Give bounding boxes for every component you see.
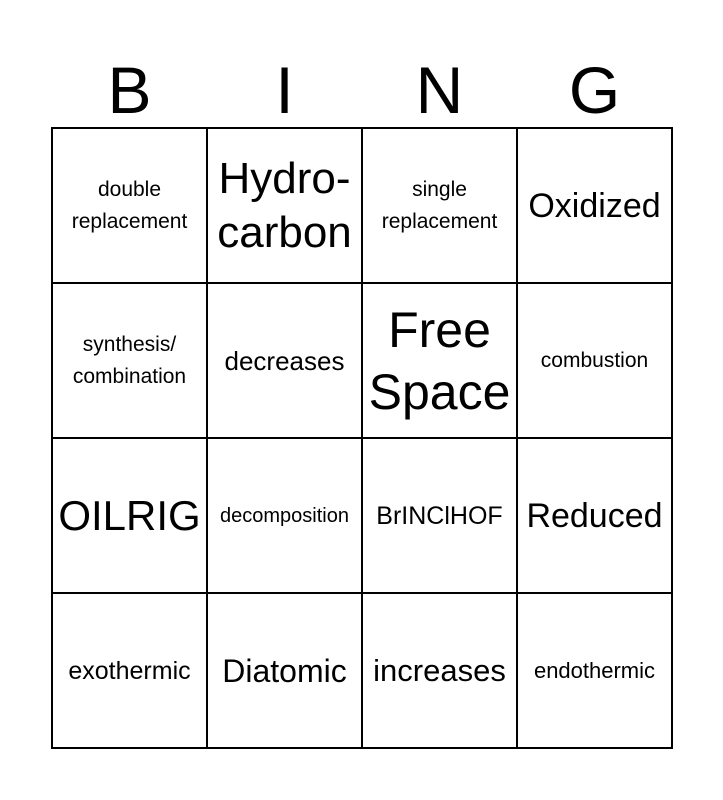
bingo-cell-r1c1[interactable] bbox=[53, 129, 208, 284]
header-letter-b: B bbox=[107, 53, 152, 127]
header-letter-g: G bbox=[568, 53, 621, 127]
cell-label: Free Space bbox=[368, 301, 511, 420]
bingo-cell-r4c3[interactable] bbox=[363, 594, 518, 749]
bingo-cell-r2c3[interactable] bbox=[363, 284, 518, 439]
cell-label: BrINClHOF bbox=[376, 501, 503, 530]
cell-label: combustion bbox=[540, 348, 649, 372]
cell-label: endothermic bbox=[533, 657, 656, 683]
header-letter-n: N bbox=[415, 53, 464, 127]
bingo-cell-r1c4[interactable] bbox=[518, 129, 673, 284]
bingo-cell-r4c1[interactable] bbox=[53, 594, 208, 749]
bingo-cell-r3c2[interactable] bbox=[208, 439, 363, 594]
cell-label: OILRIG bbox=[58, 491, 201, 539]
bingo-cell-r1c2[interactable] bbox=[208, 129, 363, 284]
cell-label: synthesis/ combination bbox=[72, 332, 187, 388]
bingo-cell-r3c1[interactable] bbox=[53, 439, 208, 594]
bingo-header bbox=[52, 50, 672, 128]
bingo-cell-r4c4[interactable] bbox=[518, 594, 673, 749]
bingo-cell-r1c3[interactable] bbox=[363, 129, 518, 284]
header-letter-i: I bbox=[275, 53, 294, 127]
bingo-cell-r2c1[interactable] bbox=[53, 284, 208, 439]
cell-label: increases bbox=[373, 652, 506, 688]
cell-label: Reduced bbox=[526, 496, 663, 535]
cell-label: decreases bbox=[224, 345, 345, 376]
cell-label: exothermic bbox=[68, 656, 191, 685]
cell-label: decomposition bbox=[220, 504, 349, 527]
cell-label: double replacement bbox=[71, 177, 188, 233]
bingo-cell-r3c4[interactable] bbox=[518, 439, 673, 594]
cell-label: Diatomic bbox=[222, 652, 347, 689]
cell-label: Oxidized bbox=[528, 186, 661, 225]
bingo-cell-r3c3[interactable] bbox=[363, 439, 518, 594]
bingo-cell-r4c2[interactable] bbox=[208, 594, 363, 749]
bingo-cell-r2c4[interactable] bbox=[518, 284, 673, 439]
cell-label: Hydro- carbon bbox=[217, 153, 352, 257]
bingo-board bbox=[51, 127, 673, 749]
cell-label: single replacement bbox=[381, 177, 498, 233]
bingo-cell-r2c2[interactable] bbox=[208, 284, 363, 439]
